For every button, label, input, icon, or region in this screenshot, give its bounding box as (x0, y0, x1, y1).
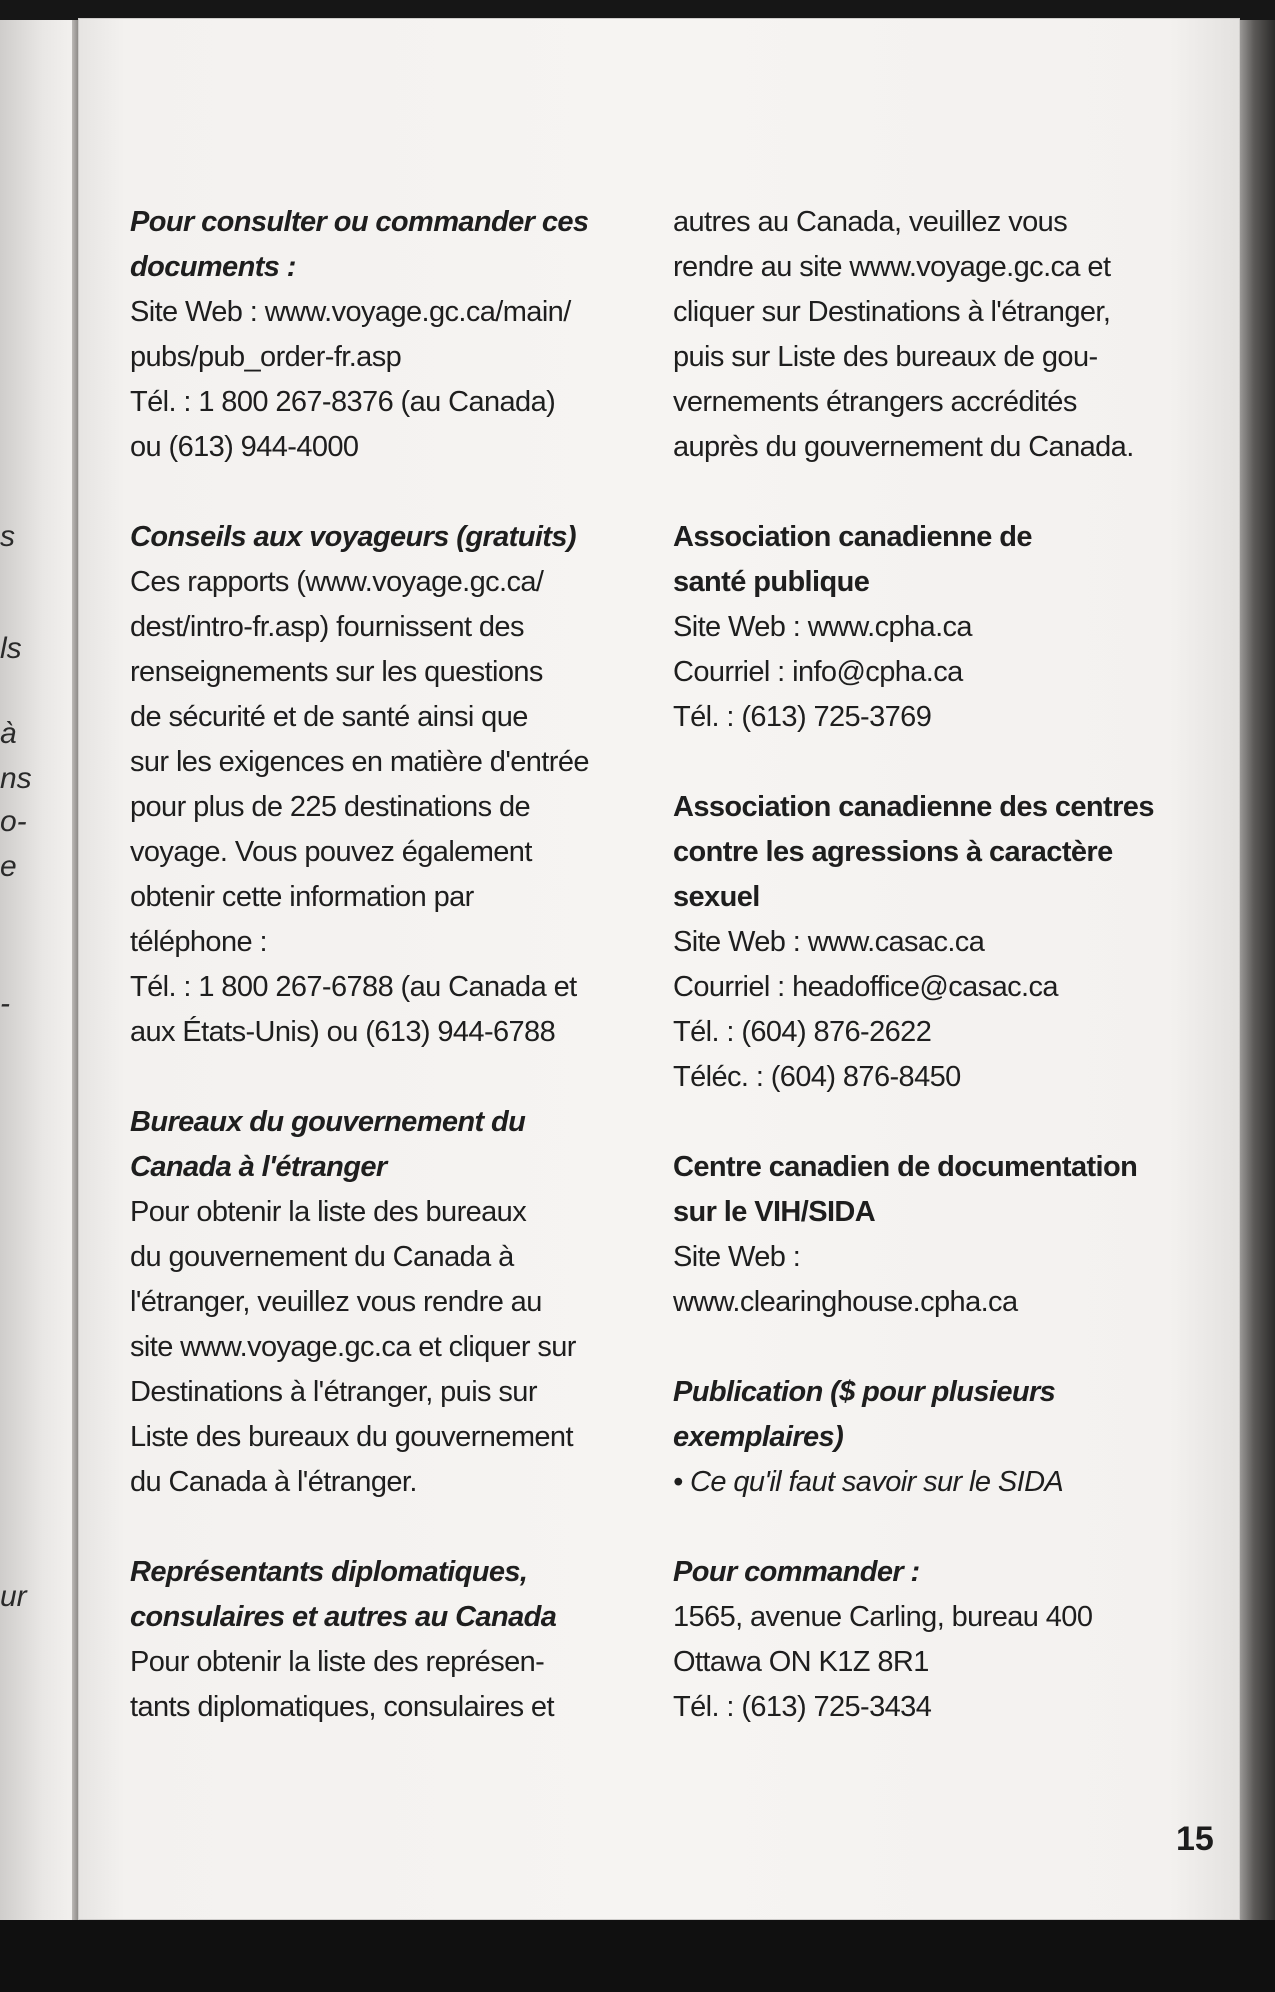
left-page-fragment: s (0, 520, 15, 553)
text-line: Tél. : (613) 725-3769 (673, 701, 932, 733)
section-heading: Centre canadien de documentation sur le VIH/SIDA (673, 1151, 1138, 1228)
scan-background-bottom (0, 1920, 1275, 1992)
section-clearinghouse (673, 1145, 1193, 1325)
section-cpha (673, 515, 1193, 740)
text-line: 1565, avenue Carling, bureau 400 (673, 1601, 1093, 1633)
text-line: Pour obtenir la liste des représen- (130, 1646, 545, 1678)
section-representants-diplomatiques (130, 1550, 630, 1730)
text-line: Tél. : 1 800 267-8376 (au Canada) (130, 386, 556, 418)
text-line: de sécurité et de santé ainsi que (130, 701, 528, 733)
text-line: Ottawa ON K1Z 8R1 (673, 1646, 929, 1678)
text-line: voyage. Vous pouvez également (130, 836, 532, 868)
text-line: obtenir cette information par (130, 881, 474, 913)
text-line: téléphone : (130, 926, 267, 958)
text-line: tants diplomatiques, consulaires et (130, 1691, 554, 1723)
right-column (673, 200, 1193, 1775)
text-line: Tél. : (604) 876-2622 (673, 1016, 932, 1048)
section-heading: Bureaux du gouvernement du Canada à l'étranger (130, 1106, 526, 1183)
text-line: vernements étrangers accrédités (673, 386, 1077, 418)
left-page-fragment: à (0, 717, 17, 750)
text-line: du Canada à l'étranger. (130, 1466, 417, 1498)
text-line: Courriel : info@cpha.ca (673, 656, 963, 688)
left-page-fragment: ur (0, 1580, 27, 1613)
page-number: 15 (1176, 1820, 1214, 1858)
left-page-edge (0, 20, 78, 1920)
section-heading: Pour consulter ou commander ces documents : (130, 206, 589, 283)
text-line: du gouvernement du Canada à (130, 1241, 514, 1273)
section-heading: Publication ($ pour plusieurs exemplaires) (673, 1376, 1056, 1453)
text-line: cliquer sur Destinations à l'étranger, (673, 296, 1111, 328)
section-casac (673, 785, 1193, 1100)
section-heading: Association canadienne des centres contre les agressions à caractère sexuel (673, 791, 1154, 913)
section-continuation (673, 200, 1193, 470)
section-heading: Association canadienne de santé publique (673, 521, 1032, 598)
left-page-fragment: ns (0, 762, 32, 795)
text-line: Liste des bureaux du gouvernement (130, 1421, 573, 1453)
section-bureaux-gouvernement (130, 1100, 630, 1505)
text-line: Tél. : 1 800 267-6788 (au Canada et (130, 971, 577, 1003)
left-column (130, 200, 630, 1775)
section-conseils-voyageurs (130, 515, 630, 1055)
section-publication (673, 1370, 1193, 1505)
left-page-fragment: e (0, 850, 17, 883)
section-pour-commander (673, 1550, 1193, 1730)
bullet-item: • Ce qu'il faut savoir sur le SIDA (673, 1466, 1064, 1498)
section-heading: Conseils aux voyageurs (gratuits) (130, 521, 576, 553)
text-line: rendre au site www.voyage.gc.ca et (673, 251, 1111, 283)
text-line: puis sur Liste des bureaux de gou- (673, 341, 1098, 373)
section-heading: Représentants diplomatiques, consulaires et autres au Canada (130, 1556, 557, 1633)
right-page-edge-shadow (1240, 20, 1275, 1920)
text-line: Site Web : www.voyage.gc.ca/main/ (130, 296, 571, 328)
text-line: ou (613) 944-4000 (130, 431, 359, 463)
text-line: Site Web : www.casac.ca (673, 926, 985, 958)
text-line: Site Web : www.cpha.ca (673, 611, 972, 643)
text-line: Ces rapports (www.voyage.gc.ca/ (130, 566, 544, 598)
text-line: Tél. : (613) 725-3434 (673, 1691, 932, 1723)
text-line: l'étranger, veuillez vous rendre au (130, 1286, 542, 1318)
text-line: site www.voyage.gc.ca et cliquer sur (130, 1331, 576, 1363)
section-consulter-commander (130, 200, 630, 470)
section-heading: Pour commander : (673, 1556, 920, 1588)
text-line: Destinations à l'étranger, puis sur (130, 1376, 537, 1408)
text-line: Site Web : (673, 1241, 801, 1273)
text-line: pubs/pub_order-fr.asp (130, 341, 402, 373)
text-line: renseignements sur les questions (130, 656, 543, 688)
text-line: aux États-Unis) ou (613) 944-6788 (130, 1016, 556, 1048)
left-page-fragment: ls (0, 632, 22, 665)
text-line: pour plus de 225 destinations de (130, 791, 530, 823)
text-line: www.clearinghouse.cpha.ca (673, 1286, 1018, 1318)
left-page-fragment: o- (0, 805, 27, 838)
text-line: Téléc. : (604) 876-8450 (673, 1061, 961, 1093)
text-line: Courriel : headoffice@casac.ca (673, 971, 1058, 1003)
text-line: autres au Canada, veuillez vous (673, 206, 1068, 238)
text-line: Pour obtenir la liste des bureaux (130, 1196, 527, 1228)
left-page-fragment: - (0, 987, 10, 1020)
text-line: sur les exigences en matière d'entrée (130, 746, 589, 778)
text-line: dest/intro-fr.asp) fournissent des (130, 611, 524, 643)
text-line: auprès du gouvernement du Canada. (673, 431, 1134, 463)
